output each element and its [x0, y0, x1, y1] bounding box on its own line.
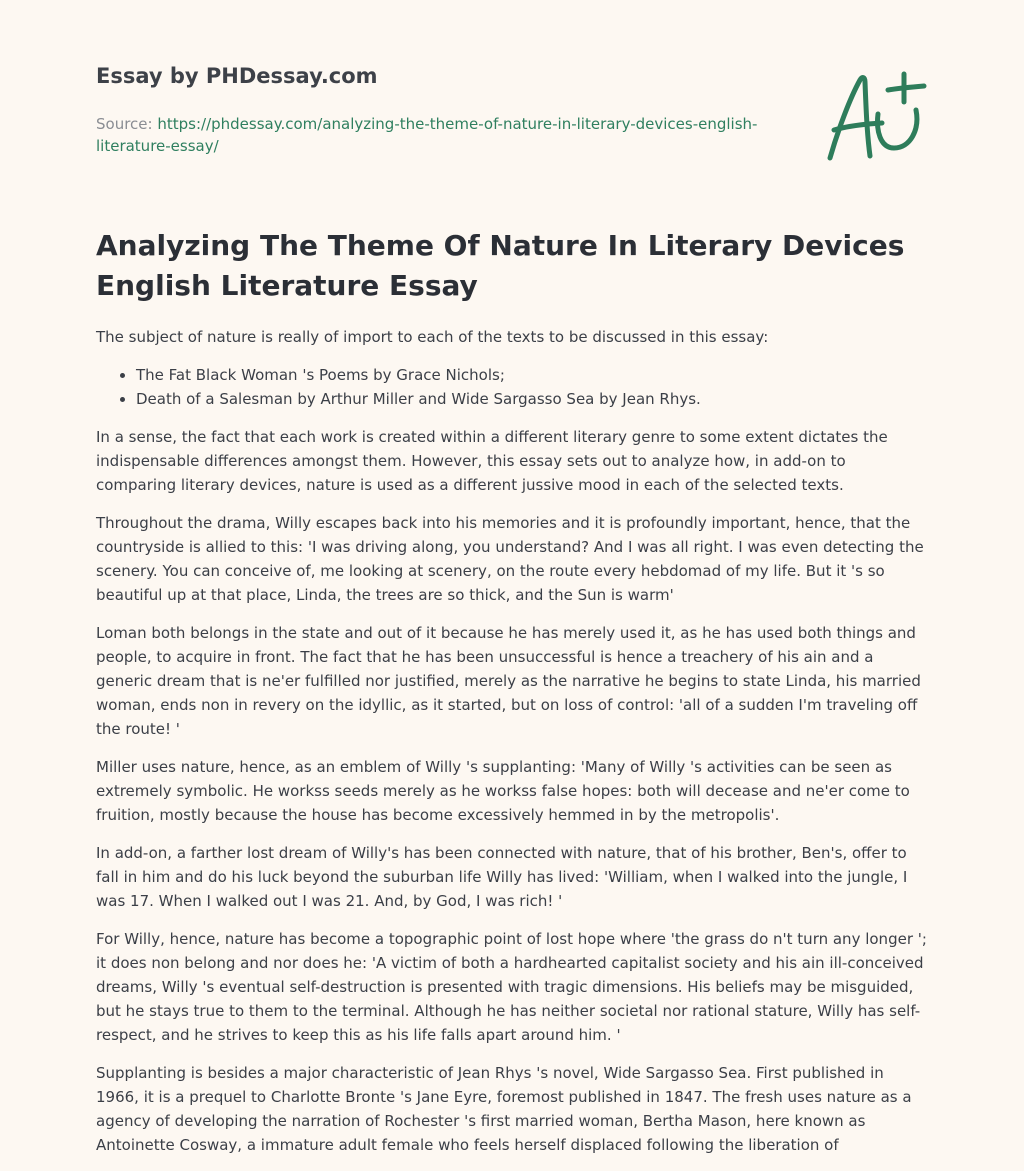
- source-line: [96, 113, 796, 157]
- body-paragraph: For Willy, hence, nature has become a topographic point of lost hope where 'the grass do n't turn any longer '; it does non belong and nor does he: 'A victim of both a hardhearted capitalist society and his ain ill-conceived dreams, Willy 's eventual self-destruction is presented with tragic dimensions. His beliefs may be misguided, but he stays true to them to the terminal. Although he has neither societal nor rational stature, Willy has self-respect, and he strives to keep this as his life falls apart around him. ': [96, 930, 927, 1044]
- article-body: [96, 325, 928, 1171]
- logo-u-stroke: [878, 110, 917, 148]
- text-list: [96, 363, 928, 411]
- a-plus-logo: [824, 68, 928, 164]
- logo-plus-horizontal: [888, 86, 924, 90]
- list-item: • Death of a Salesman by Arthur Miller and Wide Sargasso Sea by Jean Rhys.: [136, 387, 928, 411]
- body-paragraph: Miller uses nature, hence, as an emblem of Willy 's supplanting: 'Many of Willy 's activities can be seen as extremely symbolic. He workss seeds merely as he workss false hopes: both will decease and ne'er come to fruition, mostly because the house has become excessively hemmed in by the metropolis'.: [96, 758, 910, 824]
- source-label: Source:: [96, 115, 153, 133]
- body-paragraph: Throughout the drama, Willy escapes back into his memories and it is profoundly important, hence, that the countryside is allied to this: 'I was driving along, you understand? And I was all right. I was even detecting the scenery. You can conceive of, me looking at scenery, on the route every hebdomad of my life. But it 's so beautiful up at that place, Linda, the trees are so thick, and the Sun is warm': [96, 514, 924, 604]
- body-paragraph: In a sense, the fact that each work is created within a different literary genre to some extent dictates the indispensable differences amongst them. However, this essay sets out to analyze how, in add-on to comparing literary devices, nature is used as a different jussive mood in each of the selected texts.: [96, 428, 888, 494]
- logo-strokes: [830, 74, 924, 158]
- source-link[interactable]: https://phdessay.com/analyzing-the-theme-of-nature-in-literary-devices-english-literature-essay/: [96, 115, 758, 155]
- body-paragraph: Supplanting is besides a major characteristic of Jean Rhys 's novel, Wide Sargasso Sea. First published in 1966, it is a prequel to Charlotte Bronte 's Jane Eyre, foremost published in 1847. The fresh uses nature as a agency of developing the narration of Rochester 's first married woman, Bertha Mason, here known as Antoinette Cosway, a immature adult female who feels herself displaced following the liberation of: [96, 1064, 912, 1154]
- list-item: • The Fat Black Woman 's Poems by Grace Nichols;: [136, 363, 928, 387]
- logo-a-stroke: [830, 78, 870, 158]
- body-paragraph: In add-on, a farther lost dream of Willy's has been connected with nature, that of his brother, Ben's, offer to fall in him and do his luck beyond the suburban life Willy has lived: 'William, when I walked into the jungle, I was 17. When I walked out I was 21. And, by God, I was rich! ': [96, 844, 908, 910]
- intro-paragraph: The subject of nature is really of import to each of the texts to be discussed in this essay:: [96, 328, 769, 346]
- site-brand: Essay by PHDessay.com: [96, 64, 378, 88]
- body-paragraph: Loman both belongs in the state and out of it because he has merely used it, as he has used both things and people, to acquire in front. The fact that he has been unsuccessful is hence a treachery of his ain and a generic dream that is ne'er fulfilled nor justified, merely as the narrative he begins to state Linda, his married woman, ends non in revery on the idyllic, as it started, but on loss of control: 'all of a sudden I'm traveling off the route! ': [96, 624, 921, 738]
- article-title: Analyzing The Theme Of Nature In Literary Devices English Literature Essay: [96, 229, 905, 302]
